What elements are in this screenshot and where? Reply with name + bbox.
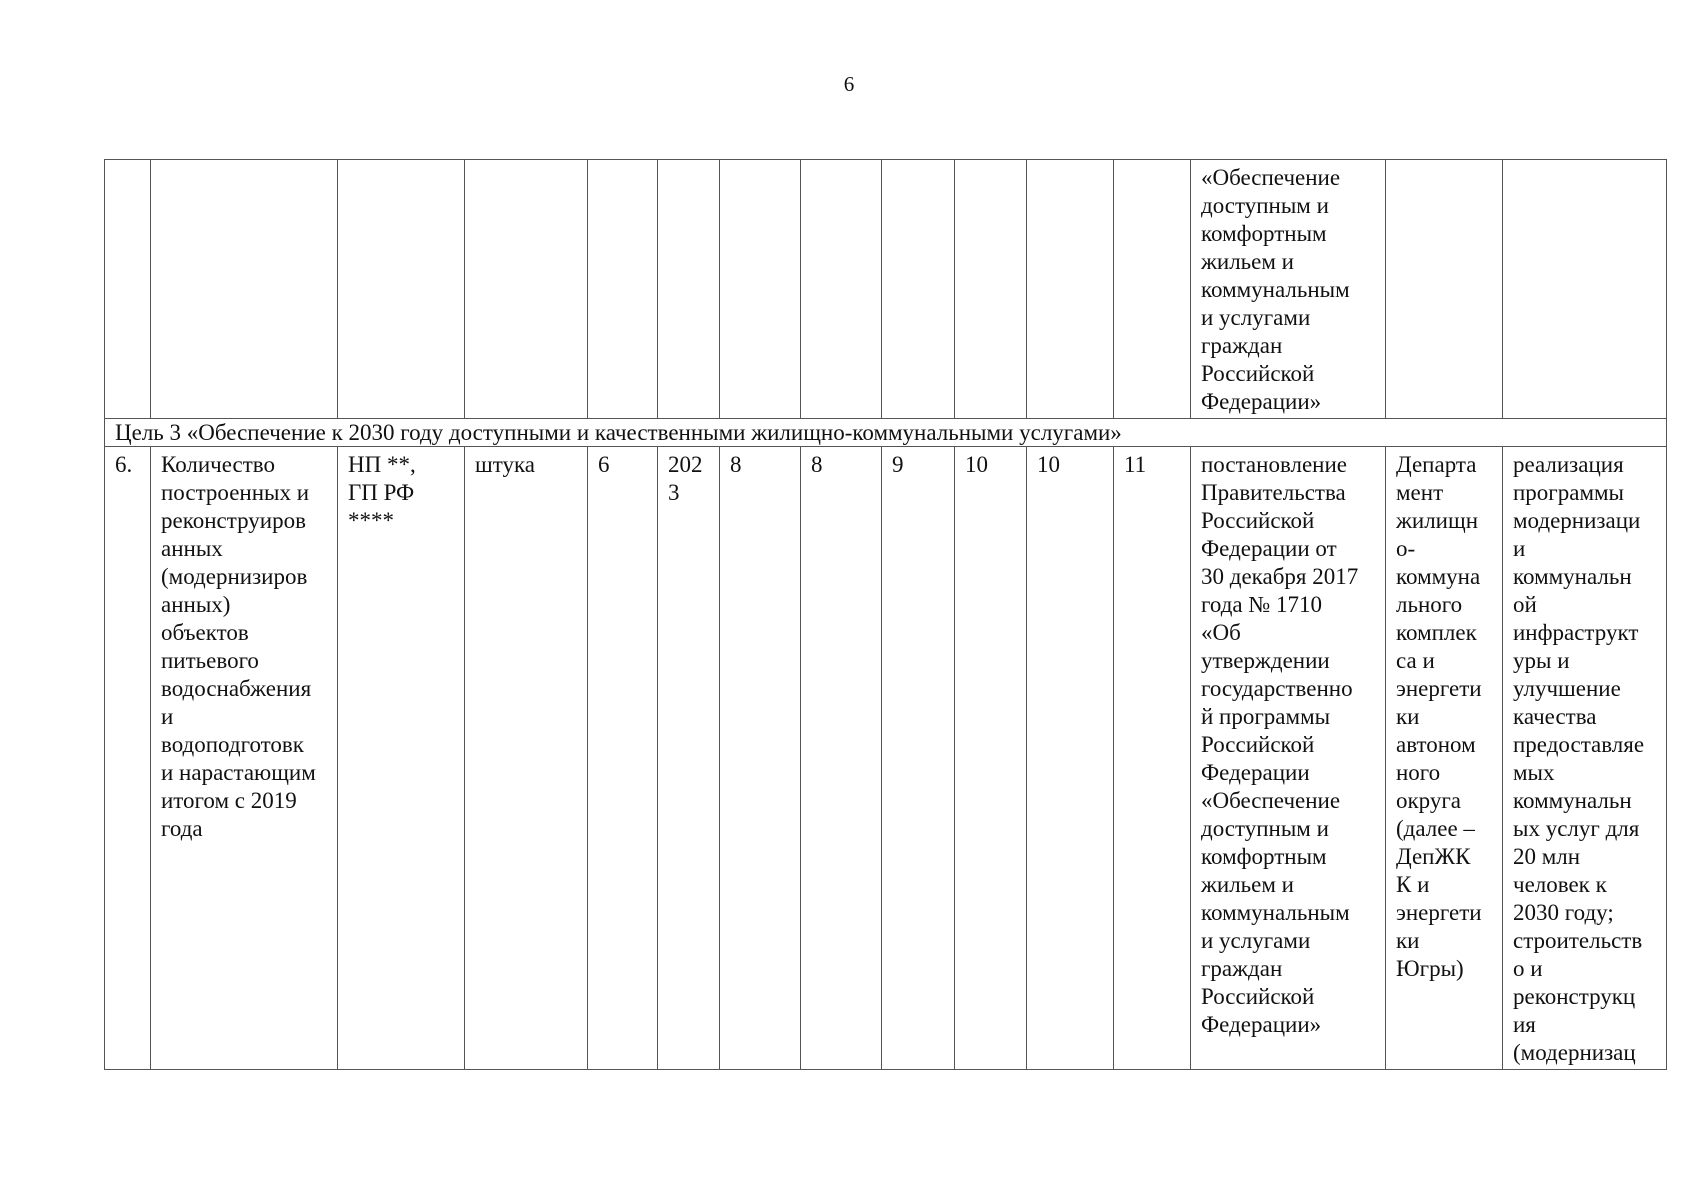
table-cell <box>105 160 151 419</box>
base-year-cell: 202 3 <box>658 447 720 1070</box>
value-cell: 9 <box>882 447 955 1070</box>
table-cell <box>1503 160 1667 419</box>
table-cell <box>465 160 588 419</box>
indicator-level: НП **, ГП РФ **** <box>338 447 465 1070</box>
value-cell: 8 <box>801 447 882 1070</box>
indicators-table <box>104 159 1667 1070</box>
table-cell <box>1386 160 1503 419</box>
table-cell <box>1114 160 1191 419</box>
table-cell <box>1027 160 1114 419</box>
table-row <box>105 160 1667 419</box>
goal-row <box>105 419 1667 447</box>
unit-cell: штука <box>465 447 588 1070</box>
document-cell: «Обеспечение доступным и комфортным жильем и коммунальным и услугами граждан Российской Федерации» <box>1191 160 1386 419</box>
value-cell: 11 <box>1114 447 1191 1070</box>
table-cell <box>882 160 955 419</box>
row-number: 6. <box>105 447 151 1070</box>
table-row <box>105 447 1667 1070</box>
table-cell <box>658 160 720 419</box>
table-cell <box>338 160 465 419</box>
page-number: 6 <box>843 72 855 96</box>
responsible-cell: Департа мент жилищн о- коммуна льного комплек са и энергети ки автоном ного округа (далее – ДепЖК К и энергети ки Югры) <box>1386 447 1503 1070</box>
table-cell <box>955 160 1027 419</box>
link-cell: реализация программы модернизаци и коммунальн ой инфраструкт уры и улучшение качества предоставляе мых коммунальн ых услуг для 20 млн человек к 2030 году; строительств о и реконструкц ия (модернизац <box>1503 447 1667 1070</box>
value-cell: 10 <box>1027 447 1114 1070</box>
value-cell: 8 <box>720 447 801 1070</box>
value-cell: 10 <box>955 447 1027 1070</box>
table-cell <box>588 160 658 419</box>
goal-text: Цель 3 «Обеспечение к 2030 году доступными и качественными жилищно-коммунальными услугами» <box>105 419 1667 447</box>
document-cell: постановление Правительства Российской Федерации от 30 декабря 2017 года № 1710 «Об утверждении государственно й программы Российской Федерации «Обеспечение доступным и комфортным жильем и коммунальным и услугами граждан Российской Федерации» <box>1191 447 1386 1070</box>
base-value-cell: 6 <box>588 447 658 1070</box>
table-cell <box>720 160 801 419</box>
table-cell <box>801 160 882 419</box>
indicator-name: Количество построенных и реконструиров анных (модернизиров анных) объектов питьевого водоснабжения и водоподготовк и нарастающим итогом с 2019 года <box>151 447 338 1070</box>
table-cell <box>151 160 338 419</box>
